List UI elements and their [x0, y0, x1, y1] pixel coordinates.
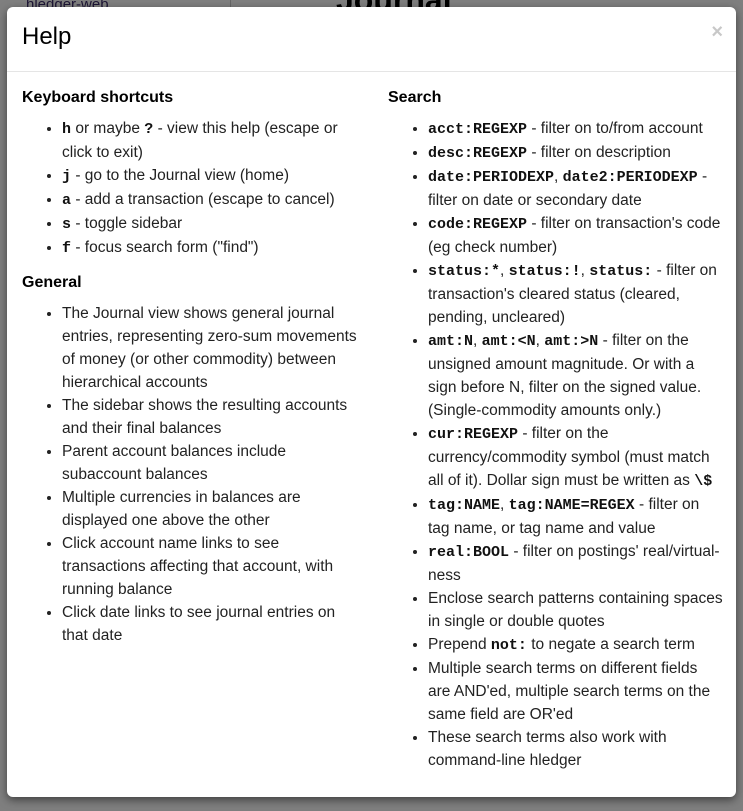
dialog-header — [7, 7, 736, 72]
list-item — [62, 394, 362, 440]
syntax-code: h — [62, 121, 72, 138]
syntax-code: status:* — [428, 263, 501, 280]
description-text: - go to the Journal view (home) — [71, 167, 289, 184]
syntax-code: s — [62, 216, 72, 233]
list-item — [428, 657, 723, 726]
description-text: Click date links to see journal entries on that date — [62, 604, 336, 644]
section-heading-keyboard-shortcuts: Keyboard shortcuts — [22, 89, 174, 106]
list-item — [428, 587, 723, 633]
list-item — [62, 236, 362, 260]
syntax-code: status: — [589, 263, 653, 280]
list-item — [428, 117, 723, 141]
syntax-code: \$ — [694, 473, 713, 490]
description-text: , — [554, 168, 563, 185]
syntax-code: amt:>N — [544, 333, 599, 350]
list-item — [428, 422, 723, 493]
list-item — [62, 601, 362, 647]
list-item — [428, 165, 723, 212]
description-text: Multiple currencies in balances are displayed one above the other — [62, 489, 301, 529]
search-list — [388, 117, 723, 772]
list-item — [428, 141, 723, 165]
description-text: or maybe — [71, 120, 145, 137]
description-text: - view this help (escape or click to exit) — [62, 120, 338, 161]
syntax-code: real:BOOL — [428, 544, 510, 561]
list-item — [428, 726, 723, 772]
description-text: , — [473, 332, 482, 349]
description-text: Multiple search terms on different fields are AND'ed, multiple search terms on the same field are OR'ed — [428, 660, 711, 723]
description-text: - toggle sidebar — [71, 215, 183, 232]
syntax-code: status:! — [508, 263, 581, 280]
description-text: - filter on transaction's cleared status (cleared, pending, uncleared) — [428, 262, 717, 326]
description-text: , — [500, 262, 509, 279]
description-text: Click account name links to see transactions affecting that account, with running balance — [62, 535, 334, 598]
syntax-code: date2:PERIODEXP — [562, 169, 698, 186]
list-item — [62, 212, 362, 236]
description-text: These search terms also work with command-line hledger — [428, 729, 667, 769]
list-item — [428, 633, 723, 657]
list-item — [428, 540, 723, 587]
section-heading-general: General — [22, 274, 82, 291]
description-text: to negate a search term — [526, 636, 695, 653]
list-item — [62, 188, 362, 212]
list-item — [428, 259, 723, 329]
list-item — [428, 493, 723, 540]
left-column — [22, 87, 362, 659]
close-icon[interactable]: × — [711, 21, 723, 43]
description-text: , — [580, 262, 590, 279]
syntax-code: amt:<N — [481, 333, 536, 350]
description-text: The Journal view shows general journal entries, representing zero-sum movements of money (or other commodity) between hierarchical accounts — [62, 305, 357, 391]
syntax-code: tag:NAME=REGEX — [508, 497, 635, 514]
description-text: , — [535, 332, 545, 349]
syntax-code: not: — [490, 637, 527, 654]
syntax-code: j — [62, 168, 72, 185]
syntax-code: cur:REGEXP — [428, 426, 519, 443]
list-item — [428, 329, 723, 422]
syntax-code: amt:N — [428, 333, 474, 350]
syntax-code: code:REGEXP — [428, 216, 528, 233]
list-item — [62, 532, 362, 601]
right-column — [388, 87, 723, 784]
description-text: - filter on description — [527, 144, 671, 161]
syntax-code: desc:REGEXP — [428, 145, 528, 162]
description-text: - filter on postings' real/virtual-ness — [428, 543, 720, 584]
syntax-code: a — [62, 192, 72, 209]
description-text: - filter on to/from account — [527, 120, 703, 137]
list-item — [62, 302, 362, 394]
description-text: - filter on tag name, or tag name and value — [428, 496, 700, 537]
help-dialog — [7, 7, 736, 797]
description-text: , — [500, 496, 509, 513]
description-text: - filter on the unsigned amount magnitude. Or with a sign before N, filter on the signed value. (Single-commodity amounts only.) — [428, 332, 702, 419]
list-item — [428, 212, 723, 259]
description-text: Enclose search patterns containing spaces in single or double quotes — [428, 590, 723, 630]
general-list — [22, 302, 362, 647]
dialog-title: Help — [22, 23, 72, 50]
keyboard-shortcuts-list — [22, 117, 362, 260]
syntax-code: date:PERIODEXP — [428, 169, 555, 186]
description-text: - add a transaction (escape to cancel) — [71, 191, 335, 208]
description-text: - filter on the currency/commodity symbol (must match all of it). Dollar sign must be written as — [428, 425, 710, 489]
description-text: Parent account balances include subaccount balances — [62, 443, 287, 483]
description-text: - focus search form ("find") — [71, 239, 259, 256]
description-text: Prepend — [428, 636, 491, 653]
list-item — [62, 164, 362, 188]
list-item — [62, 117, 362, 164]
syntax-code: tag:NAME — [428, 497, 501, 514]
list-item — [62, 440, 362, 486]
description-text: The sidebar shows the resulting accounts and their final balances — [62, 397, 348, 437]
list-item — [62, 486, 362, 532]
section-heading-search: Search — [388, 89, 442, 106]
description-text: - filter on transaction's code (eg check number) — [428, 215, 721, 256]
syntax-code: f — [62, 240, 72, 257]
syntax-code: acct:REGEXP — [428, 121, 528, 138]
description-text: - filter on date or secondary date — [428, 168, 708, 209]
syntax-code: ? — [144, 121, 154, 138]
